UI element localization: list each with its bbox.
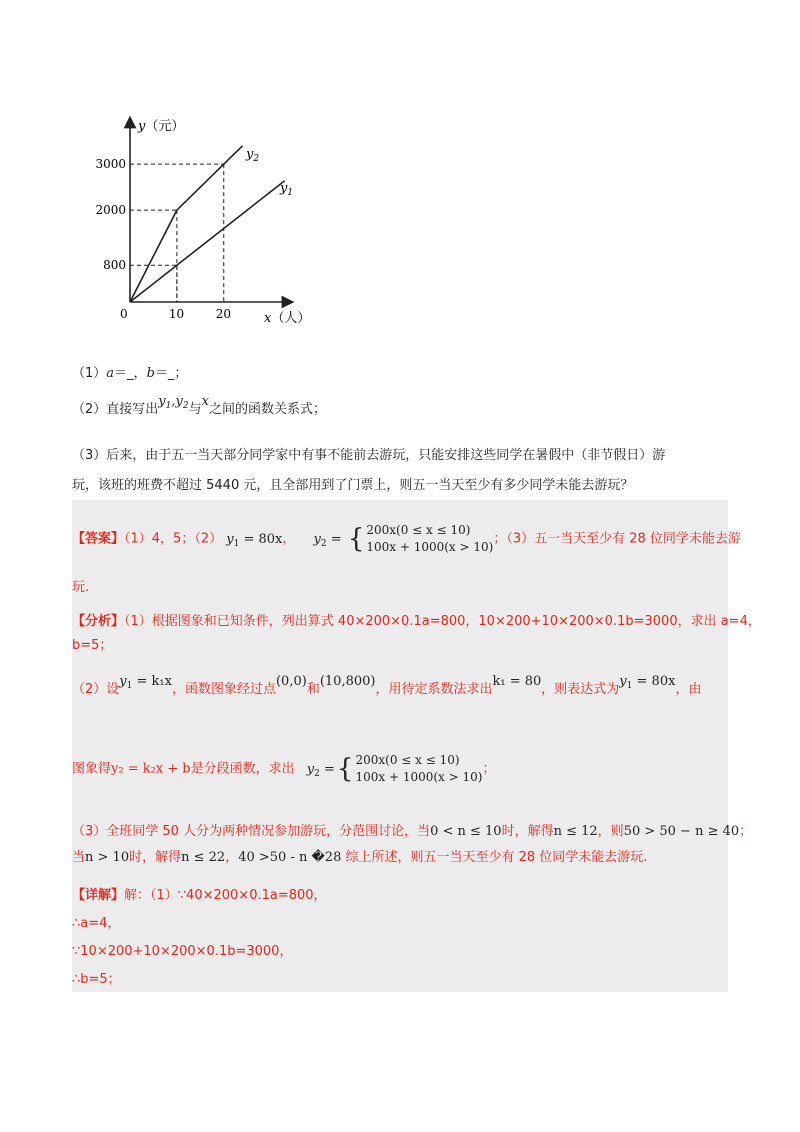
series-label-y1: $y_1$ — [280, 181, 294, 198]
y-tick-label: 800 — [103, 258, 126, 273]
series-lines — [130, 146, 285, 302]
x-axis-label: x（人） — [264, 311, 311, 326]
function-graph — [88, 112, 328, 336]
series-line-y2 — [130, 146, 243, 302]
solution-box — [72, 500, 728, 992]
analysis-line-2: b=5； — [72, 638, 113, 653]
detail-line-2: ∴a=4， — [72, 916, 121, 931]
x-tick-label: 20 — [215, 307, 232, 321]
question-1: （1）a＝_，b＝_； — [72, 366, 188, 381]
analysis-line-6: 当n > 10时，解得n ≤ 22，40 >50 - n �28 综上所述，则五一当天至少有 28 位同学未能去游玩. — [72, 850, 648, 865]
question-3-line1: （3）后来，由于五一当天部分同学家中有事不能前去游玩，只能安排这些同学在暑假中（非节假日）游 — [72, 448, 666, 463]
question-3-line2: 玩，该班的班费不超过 5440 元，且全部用到了门票上，则五一当天至少有多少同学未能去游玩？ — [72, 478, 634, 493]
analysis-line-3: （2）设$y_1 = k_1x$，函数图象经过点(0,0)和(10,800)，用待定系数法求出k₁ = 80，则表达式为$y_1 = 80x$，由 — [72, 674, 702, 697]
question-2: （2）直接写出$y_1,y_2$与x之间的函数关系式； — [72, 394, 326, 417]
y-tick-label: 2000 — [95, 203, 126, 218]
analysis-line-4: 图象得y₂ = k₂x + b是分段函数，求出 $y_2$ ={ 200x(0 ≤ x ≤ 10) 100x + 1000(x > 10) ； — [72, 753, 496, 784]
answer-line: 【答案】（1）4，5；（2） $y_1 = 80x$， $y_2$ = { 200x(0 ≤ x ≤ 10) 100x + 1000(x > 10) ；（3）五一当天至少有 28 位同学未能去游 — [72, 523, 741, 554]
origin-label: 0 — [120, 307, 128, 321]
answer-line-2: 玩. — [72, 580, 90, 595]
dashed-guides — [130, 164, 224, 302]
detail-line-3: ∵10×200+10×200×0.1b=3000， — [72, 944, 293, 959]
y-axis-label: y（元） — [138, 119, 185, 134]
detail-line-4: ∴b=5； — [72, 972, 121, 987]
series-line-y1 — [130, 181, 285, 302]
analysis-line-5: （3）全班同学 50 人分为两种情况参加游玩，分范围讨论，当0 < n ≤ 10时，解得n ≤ 12，则50 > 50 − n ≥ 40； — [72, 824, 753, 839]
x-tick-label: 10 — [168, 307, 185, 321]
y-tick-label: 3000 — [95, 157, 126, 172]
detail-line-1: 【详解】解：（1）∵40×200×0.1a=800， — [72, 888, 327, 903]
series-label-y2: $y_2$ — [246, 147, 260, 164]
analysis-line-1: 【分析】（1）根据图象和已知条件，列出算式 40×200×0.1a=800，10×200+10×200×0.1b=3000，求出 a=4， — [72, 614, 761, 629]
